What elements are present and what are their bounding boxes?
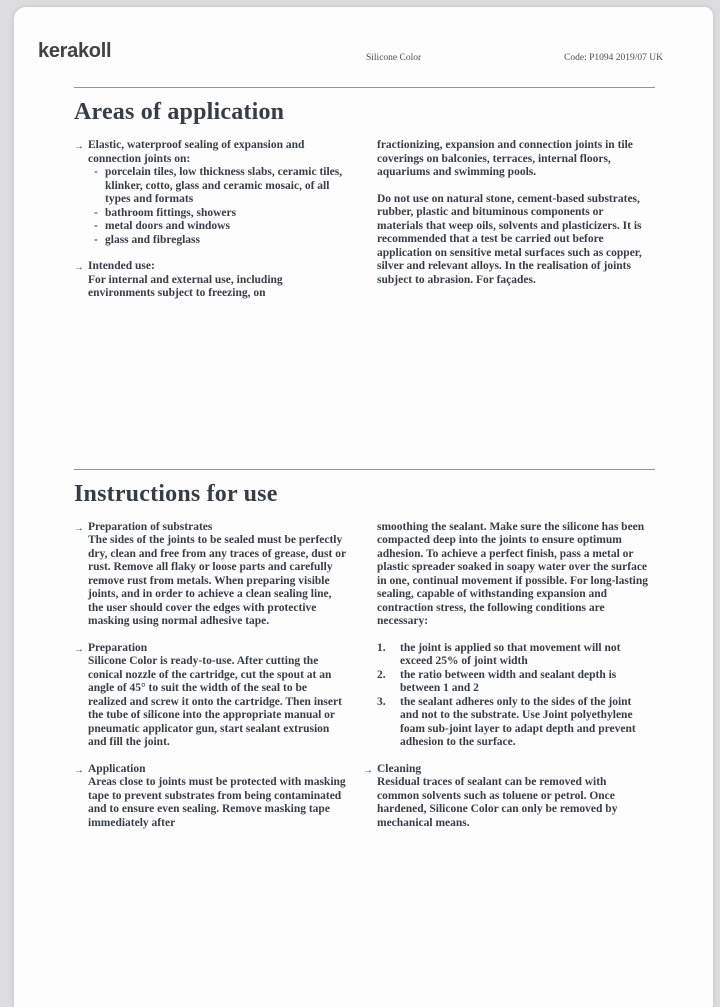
- bullet-heading: Preparation of substrates: [88, 520, 213, 533]
- bullet-heading: Preparation: [88, 641, 148, 654]
- bullet-item: [74, 139, 346, 247]
- section-whitespace: [14, 301, 713, 469]
- arrow-bullet-icon: →: [74, 262, 84, 273]
- section-instructions-for-use: [14, 481, 713, 831]
- bullet-item: [74, 260, 346, 301]
- document-page: [14, 7, 713, 1007]
- sub-bullet-list: [88, 166, 346, 247]
- numbered-item: [377, 669, 649, 696]
- bullet-body-text: Silicone Color is ready-to-use. After cutting the conical nozzle of the cartridge, cut the spout at an angle of 45° to suit the width of the seal to be realized and screw it onto the cartridge. Then insert the tube of silicone into the appropriate manual or pneumatic applicator gun, start sealant extrusion and fill the joint.: [88, 655, 342, 748]
- bullet-body-text: Residual traces of sealant can be removed with common solvents such as toluene or petrol. Once hardened, Silicone Color can only be removed by mechanical means.: [377, 776, 618, 829]
- numbered-item: [377, 696, 649, 750]
- bullet-content: [88, 642, 346, 750]
- number-marker: 1.: [377, 641, 386, 654]
- bullet-item: [74, 763, 346, 831]
- paragraph: Do not use on natural stone, cement-based substrates, rubber, plastic and bituminous components or materials that weep oils, solvents and plasticizers. It is recommended that a test be carried out before application on sensitive metal surfaces such as copper, silver and relevant alloys. In the realisation of joints subject to abrasion. For façades.: [377, 192, 642, 286]
- areas-right-column: [377, 139, 649, 301]
- two-column-layout: [74, 521, 655, 831]
- number-marker: 2.: [377, 668, 386, 681]
- bullet-content: [88, 521, 346, 629]
- arrow-bullet-icon: →: [74, 522, 84, 534]
- arrow-bullet-icon: →: [74, 141, 84, 152]
- sub-bullet: [88, 207, 346, 221]
- dash-bullet-icon: -: [94, 233, 98, 246]
- numbered-item-text: the sealant adheres only to the sides of the joint and not to the substrate. Use Joint polyethylene foam sub-joint layer to adapt depth and prevent adhesion to the surface.: [400, 695, 636, 748]
- section-areas-of-application: [14, 99, 713, 301]
- numbered-list: [377, 642, 649, 750]
- bullet-body-text: For internal and external use, including environments subject to freezing, on: [88, 273, 283, 299]
- bullet-heading: Cleaning: [377, 762, 422, 775]
- bullet-item: [363, 763, 649, 831]
- page-header: [14, 7, 713, 87]
- dash-bullet-icon: -: [94, 220, 98, 232]
- section-divider: [74, 469, 655, 470]
- numbered-item-text: the ratio between width and sealant depth is between 1 and 2: [400, 668, 617, 694]
- bullet-body-text: The sides of the joints to be sealed must be perfectly dry, clean and free from any traces of grease, dust or rust. Remove all flaky or loose parts and carefully remove rust from metals. When preparing visible joints, and in order to achieve a clean sealing line, the user should cover the edges with protective masking using normal adhesive tape.: [88, 534, 346, 627]
- sub-bullet-text: porcelain tiles, low thickness slabs, ceramic tiles, klinker, cotto, glass and ceramic mosaic, of all types and formats: [105, 166, 343, 205]
- bullet-heading: Intended use:: [88, 260, 155, 272]
- sub-bullet: [88, 166, 346, 207]
- bullet-lead-text: Elastic, waterproof sealing of expansion and connection joints on:: [88, 139, 305, 165]
- sub-bullet: [88, 234, 346, 248]
- arrow-bullet-icon: →: [74, 764, 84, 776]
- bullet-item: [74, 642, 346, 750]
- sub-bullet-text: glass and fibreglass: [105, 233, 201, 246]
- dash-bullet-icon: -: [94, 166, 98, 178]
- bullet-content: [88, 139, 346, 247]
- instructions-left-column: [74, 521, 346, 831]
- sub-bullet: [88, 220, 346, 234]
- kerakoll-logo: kerakoll: [38, 40, 112, 62]
- instructions-right-column: [363, 520, 649, 831]
- areas-left-column: [74, 139, 346, 301]
- bullet-item: [74, 521, 346, 629]
- document-code: Code: P1094 2019/07 UK: [564, 53, 663, 63]
- two-column-layout: [74, 139, 655, 301]
- arrow-bullet-icon: →: [74, 643, 84, 655]
- numbered-item: [377, 642, 649, 669]
- bullet-body-text: Areas close to joints must be protected with masking tape to prevent substrates from being contaminated and to ensure even sealing. Remove masking tape immediately after: [88, 776, 346, 829]
- section-title: Instructions for use: [74, 480, 278, 507]
- dash-bullet-icon: -: [94, 206, 98, 219]
- bullet-content: [377, 763, 649, 831]
- bullet-content: [88, 260, 346, 301]
- section-title: Areas of application: [74, 99, 285, 125]
- paragraph: fractionizing, expansion and connection joints in tile coverings on balconies, terraces, internal floors, aquariums and swimming pools.: [377, 139, 633, 178]
- numbered-item-text: the joint is applied so that movement will not exceed 25% of joint width: [400, 641, 621, 667]
- bullet-content: [88, 763, 346, 831]
- number-marker: 3.: [377, 695, 386, 708]
- header-divider: [74, 87, 655, 88]
- document-title: Silicone Color: [366, 53, 422, 63]
- sub-bullet-text: metal doors and windows: [105, 220, 230, 232]
- paragraph: smoothing the sealant. Make sure the silicone has been compacted deep into the joints to ensure optimum adhesion. To achieve a perfect finish, pass a metal or plastic spreader soaked in soapy water over the surface in one, continual movement if possible. For long-lasting sealing, capable of withstanding expansion and contraction stress, the following conditions are necessary:: [377, 520, 649, 627]
- sub-bullet-text: bathroom fittings, showers: [105, 206, 237, 219]
- arrow-bullet-icon: →: [363, 764, 373, 776]
- bullet-heading: Application: [88, 762, 146, 775]
